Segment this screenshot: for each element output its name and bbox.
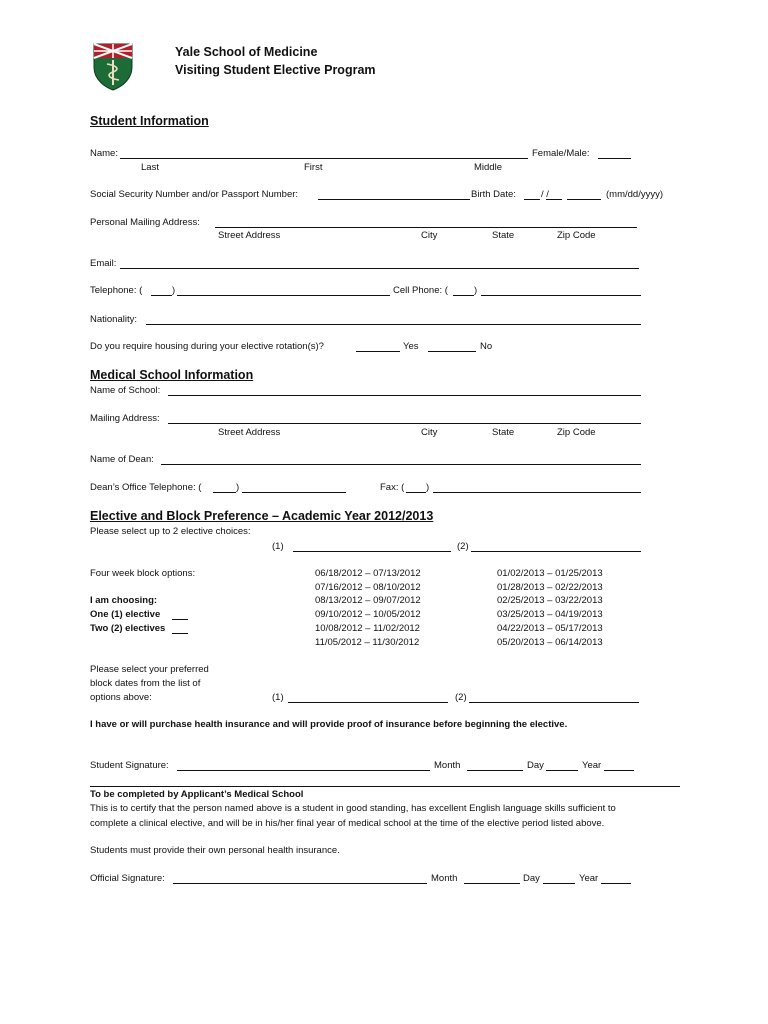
name-label: Name:	[90, 148, 118, 159]
birth-date-slashes: / /	[541, 189, 549, 200]
block-date-option: 01/02/2013 – 01/25/2013	[497, 568, 603, 579]
cell-phone-field[interactable]	[481, 295, 641, 296]
block-options-label: Four week block options:	[90, 568, 196, 579]
housing-yes-field[interactable]	[356, 351, 400, 352]
certification-text-line-1: This is to certify that the person named above is a student in good standing, has excellent English language skills sufficient to	[90, 803, 616, 814]
student-month-label: Month	[434, 760, 461, 771]
telephone-label: Telephone: (	[90, 285, 143, 296]
official-signature-label: Official Signature:	[90, 873, 165, 884]
student-year-label: Year	[582, 760, 602, 771]
official-day-label: Day	[523, 873, 540, 884]
birth-day-field[interactable]	[546, 199, 562, 200]
block-date-option: 03/25/2013 – 04/19/2013	[497, 609, 603, 620]
medical-school-heading: Medical School Information	[90, 368, 254, 382]
one-elective-field[interactable]	[172, 619, 188, 620]
cell-area-code-field[interactable]	[453, 295, 474, 296]
block-date-option: 08/13/2012 – 09/07/2012	[315, 595, 421, 606]
nationality-field[interactable]	[146, 324, 641, 325]
ssn-field[interactable]	[318, 199, 470, 200]
personal-address-field[interactable]	[215, 227, 637, 228]
name-field[interactable]	[120, 158, 528, 159]
school-title: Yale School of Medicine	[175, 45, 318, 59]
student-month-field[interactable]	[467, 770, 523, 771]
cell-paren-close: )	[474, 285, 478, 296]
block-date-option: 02/25/2013 – 03/22/2013	[497, 595, 603, 606]
middle-name-caption: Middle	[474, 162, 502, 173]
insurance-statement: I have or will purchase health insurance and will provide proof of insurance before beginning the elective.	[90, 719, 568, 730]
elective-choice-2-field[interactable]	[471, 551, 641, 552]
block-date-option: 06/18/2012 – 07/13/2012	[315, 568, 421, 579]
block-date-option: 01/28/2013 – 02/22/2013	[497, 582, 603, 593]
school-name-label: Name of School:	[90, 385, 161, 396]
one-elective-label: One (1) elective	[90, 609, 161, 620]
gender-field[interactable]	[598, 158, 631, 159]
telephone-field[interactable]	[177, 295, 390, 296]
official-day-field[interactable]	[543, 883, 575, 884]
official-year-label: Year	[579, 873, 599, 884]
gender-label: Female/Male:	[532, 148, 590, 159]
student-signature-label: Student Signature:	[90, 760, 169, 771]
birth-date-label: Birth Date:	[471, 189, 516, 200]
preferred-dates-label-3: options above:	[90, 692, 152, 703]
preferred-block-2-field[interactable]	[469, 702, 639, 703]
telephone-area-code-field[interactable]	[151, 295, 172, 296]
housing-yes-label: Yes	[403, 341, 419, 352]
ssn-label: Social Security Number and/or Passport Number:	[90, 189, 299, 200]
student-information-heading: Student Information	[90, 114, 209, 128]
dean-area-code-field[interactable]	[213, 492, 236, 493]
certification-text-line-2: complete a clinical elective, and will be in his/her final year of medical school at the time of the elective period listed above.	[90, 818, 605, 829]
housing-no-label: No	[480, 341, 493, 352]
first-name-caption: First	[304, 162, 323, 173]
cell-phone-label: Cell Phone: (	[393, 285, 448, 296]
nationality-label: Nationality:	[90, 314, 137, 325]
elective-choice-1-field[interactable]	[293, 551, 451, 552]
housing-no-field[interactable]	[428, 351, 476, 352]
student-day-field[interactable]	[546, 770, 578, 771]
block-date-option: 05/20/2013 – 06/14/2013	[497, 637, 603, 648]
preferred-dates-label-1: Please select your preferred	[90, 664, 209, 675]
student-signature-field[interactable]	[177, 770, 430, 771]
select-choices-label: Please select up to 2 elective choices:	[90, 526, 251, 537]
insurance-note: Students must provide their own personal health insurance.	[90, 845, 340, 856]
fax-field[interactable]	[433, 492, 641, 493]
dean-telephone-label: Dean’s Office Telephone: (	[90, 482, 202, 493]
preferred-dates-label-2: block dates from the list of	[90, 678, 201, 689]
preferred-block-1-label: (1)	[272, 692, 284, 703]
fax-area-code-field[interactable]	[406, 492, 426, 493]
elective-choice-1-label: (1)	[272, 541, 284, 552]
email-field[interactable]	[120, 268, 639, 269]
school-zip-caption: Zip Code	[557, 427, 596, 438]
preferred-block-1-field[interactable]	[288, 702, 448, 703]
block-date-option: 11/05/2012 – 11/30/2012	[315, 637, 420, 648]
school-name-field[interactable]	[168, 395, 641, 396]
i-am-choosing-label: I am choosing:	[90, 595, 158, 606]
block-date-option: 09/10/2012 – 10/05/2012	[315, 609, 421, 620]
official-month-label: Month	[431, 873, 458, 884]
street-caption: Street Address	[218, 230, 281, 241]
school-completion-heading: To be completed by Applicant’s Medical School	[90, 789, 304, 800]
dean-telephone-field[interactable]	[242, 492, 346, 493]
preferred-block-2-label: (2)	[455, 692, 467, 703]
telephone-paren-close: )	[172, 285, 176, 296]
block-date-option: 07/16/2012 – 08/10/2012	[315, 582, 421, 593]
two-electives-label: Two (2) electives	[90, 623, 166, 634]
program-title: Visiting Student Elective Program	[175, 63, 376, 77]
birth-month-field[interactable]	[524, 199, 540, 200]
block-date-option: 04/22/2013 – 05/17/2013	[497, 623, 603, 634]
official-month-field[interactable]	[464, 883, 520, 884]
school-address-label: Mailing Address:	[90, 413, 160, 424]
official-signature-field[interactable]	[173, 883, 427, 884]
elective-heading: Elective and Block Preference – Academic Year 2012/2013	[90, 509, 434, 523]
fax-paren-close: )	[426, 482, 430, 493]
school-city-caption: City	[421, 427, 438, 438]
block-date-option: 10/08/2012 – 11/02/2012	[315, 623, 420, 634]
fax-label: Fax: (	[380, 482, 405, 493]
school-street-caption: Street Address	[218, 427, 281, 438]
elective-choice-2-label: (2)	[457, 541, 469, 552]
birth-year-field[interactable]	[567, 199, 601, 200]
yale-medicine-crest-icon	[93, 43, 133, 91]
email-label: Email:	[90, 258, 117, 269]
birth-date-format: (mm/dd/yyyy)	[606, 189, 663, 200]
personal-address-label: Personal Mailing Address:	[90, 217, 200, 228]
school-state-caption: State	[492, 427, 515, 438]
student-day-label: Day	[527, 760, 544, 771]
dean-paren-close: )	[236, 482, 240, 493]
city-caption: City	[421, 230, 438, 241]
housing-question: Do you require housing during your elective rotation(s)?	[90, 341, 324, 352]
zip-caption: Zip Code	[557, 230, 596, 241]
last-name-caption: Last	[141, 162, 159, 173]
state-caption: State	[492, 230, 515, 241]
two-electives-field[interactable]	[172, 633, 188, 634]
dean-name-label: Name of Dean:	[90, 454, 154, 465]
student-year-field[interactable]	[604, 770, 634, 771]
dean-name-field[interactable]	[161, 464, 641, 465]
official-year-field[interactable]	[601, 883, 631, 884]
school-address-field[interactable]	[168, 423, 641, 424]
section-divider	[90, 786, 680, 787]
